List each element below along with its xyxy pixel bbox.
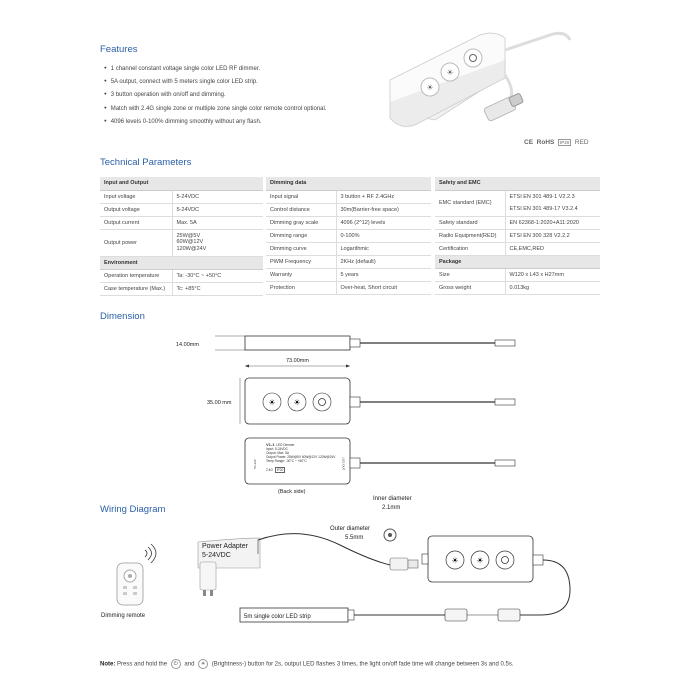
table-value: 0.013kg bbox=[505, 281, 600, 294]
table-row bbox=[100, 269, 263, 282]
table-value: 5-24VDC bbox=[172, 203, 263, 216]
table-value: 0-100% bbox=[336, 229, 431, 242]
table-header: Package bbox=[435, 255, 600, 268]
note-label: Note: bbox=[100, 661, 116, 668]
table-value: Tc: +85°C bbox=[172, 282, 263, 295]
tech-table-2 bbox=[266, 177, 431, 295]
table-key: Dimming gray scale bbox=[266, 216, 336, 229]
table-value: W120 x L43 x H27mm bbox=[505, 268, 600, 281]
back-name: LED Dimmer bbox=[276, 443, 295, 447]
power-val: 60W@12V bbox=[176, 239, 204, 246]
table-value: 30m(Barrier-free space) bbox=[336, 203, 431, 216]
feature-item: ● Match with 2.4G single zone or multiple zone single color remote control optional. bbox=[104, 102, 404, 115]
feature-item: ● 1 channel constant voltage single color LED RF dimmer. bbox=[104, 62, 404, 75]
table-row bbox=[266, 216, 431, 229]
svg-text:☀: ☀ bbox=[476, 556, 484, 565]
back-right-label: LED OUT bbox=[341, 457, 346, 471]
table-key: Warranty bbox=[266, 268, 336, 281]
adapter-line-1: Power Adapter bbox=[202, 543, 248, 550]
table-row bbox=[100, 203, 263, 216]
brightness-icon: ☀ bbox=[198, 659, 208, 669]
remote-label: Dimming remote bbox=[101, 613, 146, 619]
table-row bbox=[435, 229, 600, 242]
table-value: Ta: -30°C ~ +50°C bbox=[172, 269, 263, 282]
table-row bbox=[100, 190, 263, 203]
table-value bbox=[505, 190, 600, 216]
outer-diameter-value: 5.5mm bbox=[345, 535, 364, 541]
ip-mark: IP20 bbox=[559, 140, 570, 145]
emc-val: ETSI EN 301 489-17 V3.2.4 bbox=[509, 206, 578, 212]
table-value: ETSI EN 300 328 V2.2.2 bbox=[505, 229, 600, 242]
svg-text:☀: ☀ bbox=[268, 398, 276, 407]
back-spec: Output Power: 25W@5V 60W@12V 120W@24V bbox=[266, 455, 336, 459]
table-key: Case temperature (Max.) bbox=[100, 282, 172, 295]
note-post: (Brightness-) button for 2s, output LED flashes 3 times, the light on/off fade time will change between 3s and 0.5s. bbox=[211, 661, 514, 668]
wiring-drawing bbox=[100, 520, 580, 660]
product-image bbox=[385, 20, 585, 135]
back-left-label: 5V-24V bbox=[252, 459, 257, 469]
back-spec: Input: 5-24VDC bbox=[266, 447, 288, 451]
table-header: Dimming data bbox=[266, 177, 431, 190]
ce-mark: CE bbox=[524, 139, 534, 146]
table-key: Input signal bbox=[266, 190, 336, 203]
dimension-drawing bbox=[165, 326, 535, 516]
table-value: EN 62368-1:2020+A11:2020 bbox=[505, 216, 600, 229]
red-mark: RED bbox=[574, 139, 589, 146]
table-row bbox=[266, 229, 431, 242]
table-key: EMC standard (EMC) bbox=[435, 190, 505, 216]
table-row bbox=[435, 216, 600, 229]
wiring-title: Wiring Diagram bbox=[100, 504, 166, 515]
svg-text:☀: ☀ bbox=[446, 68, 454, 77]
adapter-label bbox=[202, 542, 248, 560]
feature-item: ● 5A output, connect with 5 meters single color LED strip. bbox=[104, 75, 404, 88]
features-title: Features bbox=[100, 44, 138, 55]
svg-text:☀: ☀ bbox=[426, 83, 434, 92]
table-row bbox=[266, 268, 431, 281]
table-key: Operation temperature bbox=[100, 269, 172, 282]
back-model: V1-1 bbox=[266, 442, 275, 447]
emc-val: ETSI EN 301 489-1 V2.2.3 bbox=[509, 194, 575, 200]
table-value: 5 years bbox=[336, 268, 431, 281]
power-val: 120W@24V bbox=[176, 245, 207, 252]
table-value: 2KHz (default) bbox=[336, 255, 431, 268]
back-side-label: (Back side) bbox=[278, 489, 306, 495]
strip-label: 5m single color LED strip bbox=[244, 614, 311, 620]
tech-table-3 bbox=[435, 177, 600, 295]
table-row bbox=[266, 242, 431, 255]
table-value: CE,EMC,RED bbox=[505, 242, 600, 255]
table-value bbox=[172, 229, 263, 256]
feature-item: ● 4096 levels 0-100% dimming smoothly without any flash. bbox=[104, 115, 404, 128]
table-key: Input voltage bbox=[100, 190, 172, 203]
table-key: PWM Frequency bbox=[266, 255, 336, 268]
table-key: Radio Equipment(RED) bbox=[435, 229, 505, 242]
table-key: Safety standard bbox=[435, 216, 505, 229]
inner-diameter-value: 2.1mm bbox=[382, 505, 401, 511]
back-spec: Output: Max. 5A bbox=[266, 451, 290, 455]
svg-text:☀: ☀ bbox=[451, 556, 459, 565]
dimension-title: Dimension bbox=[100, 311, 145, 322]
table-value: Max. 5A bbox=[172, 216, 263, 229]
back-spec: Temp Range: -30°C ~ +50°C bbox=[266, 459, 307, 463]
table-key: Protection bbox=[266, 281, 336, 294]
table-header: Environment bbox=[100, 256, 263, 269]
dim-width: 73.00mm bbox=[286, 358, 309, 364]
table-row bbox=[435, 268, 600, 281]
back-ip: IP20 bbox=[276, 468, 284, 472]
table-key: Output current bbox=[100, 216, 172, 229]
table-row bbox=[100, 216, 263, 229]
dim-height: 14.00mm bbox=[176, 342, 199, 348]
inner-diameter-label: Inner diameter bbox=[373, 496, 412, 502]
table-value: Over-heat, Short circuit bbox=[336, 281, 431, 294]
table-key: Gross weight bbox=[435, 281, 505, 294]
table-header: Input and Output bbox=[100, 177, 263, 190]
svg-text:☀: ☀ bbox=[293, 398, 301, 407]
dim-depth: 35.00 mm bbox=[207, 400, 232, 406]
table-key: Dimming curve bbox=[266, 242, 336, 255]
table-key: Dimming range bbox=[266, 229, 336, 242]
feature-item: ● 3 button operation with on/off and dimming. bbox=[104, 88, 404, 101]
table-key: Output power bbox=[100, 229, 172, 256]
table-key: Certification bbox=[435, 242, 505, 255]
table-row bbox=[266, 255, 431, 268]
adapter-line-2: 5-24VDC bbox=[202, 552, 231, 559]
back-label-block bbox=[266, 443, 346, 472]
table-row bbox=[266, 190, 431, 203]
rohs-mark: RoHS bbox=[536, 139, 555, 146]
table-row bbox=[100, 282, 263, 295]
table-row bbox=[435, 281, 600, 294]
power-icon: ⏻ bbox=[171, 659, 181, 669]
table-key: Size bbox=[435, 268, 505, 281]
features-list bbox=[104, 62, 404, 128]
table-row bbox=[266, 281, 431, 294]
table-value: 5-24VDC bbox=[172, 190, 263, 203]
cert-row bbox=[524, 139, 589, 146]
table-header: Safety and EMC bbox=[435, 177, 600, 190]
tech-title: Technical Parameters bbox=[100, 157, 192, 168]
power-val: 25W@5V bbox=[176, 232, 201, 239]
table-key: Control distance bbox=[266, 203, 336, 216]
remote-image bbox=[117, 544, 156, 605]
tech-table-1 bbox=[100, 177, 263, 296]
table-row bbox=[435, 242, 600, 255]
outer-diameter-label: Outer diameter bbox=[330, 526, 371, 532]
table-value: 4096 (2^12) levels bbox=[336, 216, 431, 229]
note-pre: Press and hold the bbox=[117, 661, 168, 668]
back-freq: 2.4G bbox=[266, 468, 273, 472]
table-key: Output voltage bbox=[100, 203, 172, 216]
table-value: 3 button + RF 2.4GHz bbox=[336, 190, 431, 203]
note bbox=[100, 659, 514, 669]
table-row bbox=[266, 203, 431, 216]
note-and: and bbox=[184, 661, 195, 668]
table-value: Logarithmic bbox=[336, 242, 431, 255]
